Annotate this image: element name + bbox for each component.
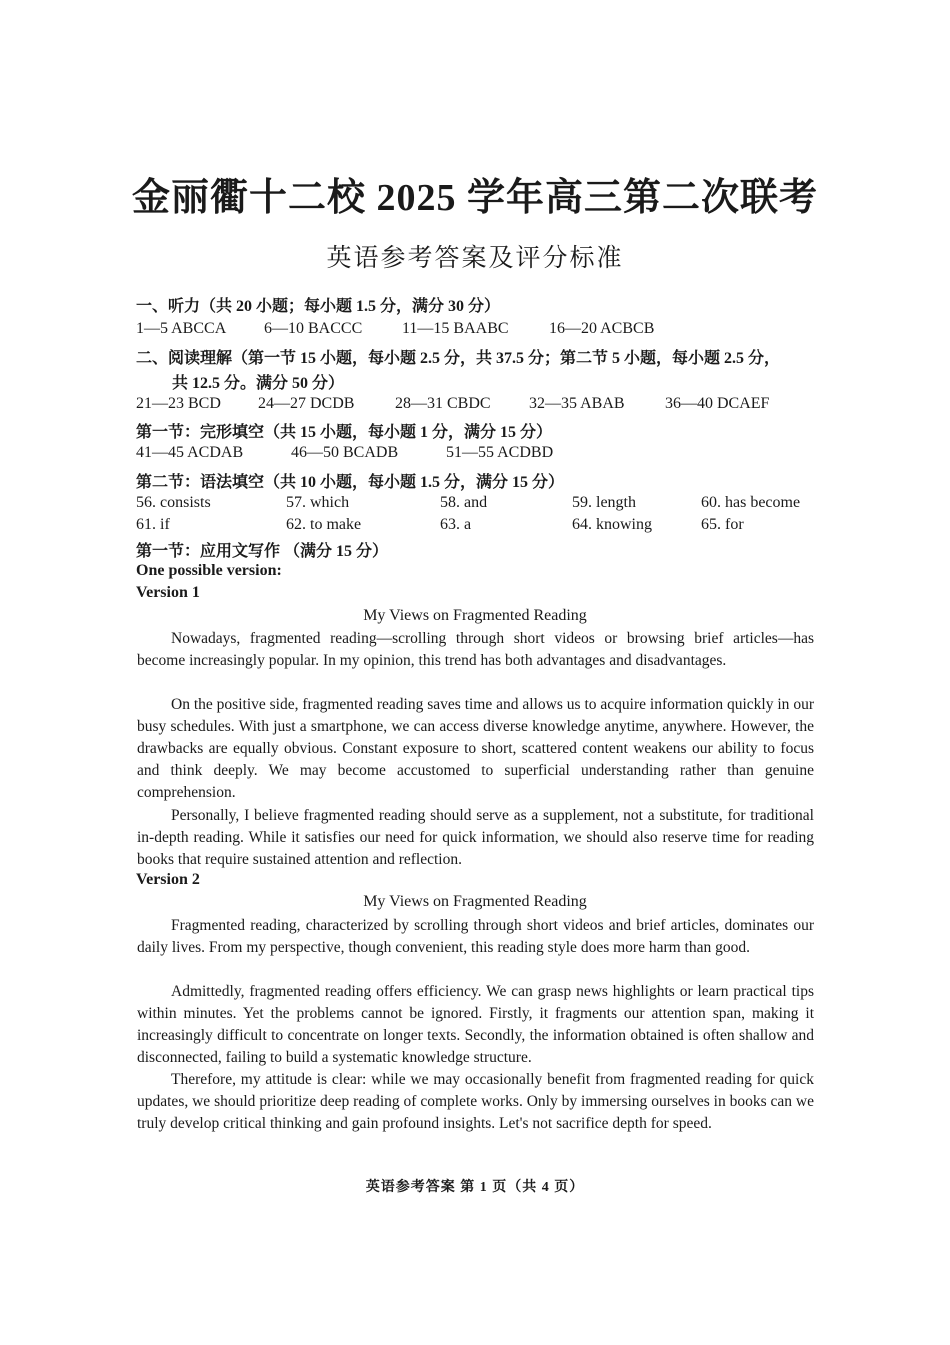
answer-group: 11—15 BAABC	[402, 320, 509, 337]
listening-heading: 一、听力（共 20 小题；每小题 1.5 分，满分 30 分）	[136, 298, 501, 315]
version-2-label: Version 2	[136, 871, 200, 888]
answer-group: 36—40 DCAEF	[665, 395, 770, 412]
answer-group: 16—20 ACBCB	[549, 320, 655, 337]
answer-group: 32—35 ABAB	[529, 395, 625, 412]
possible-version-label: One possible version:	[136, 562, 282, 579]
answer-group: 46—50 BCADB	[291, 444, 399, 461]
page-footer: 英语参考答案 第 1 页（共 4 页）	[365, 1180, 585, 1195]
version-1-paragraph-2: On the positive side, fragmented reading saves time and allows us to acquire information quickly in our busy schedules. With just a smartphone, we can access diverse knowledge anytime, anywhere. However, the drawbacks are equally obvious. Constant exposure to short, scattered content weakens our ability to focus and think deeply. We may become accustomed to superficial understanding rather than genuine comprehension.	[137, 696, 814, 801]
version-2-paragraph-1: Fragmented reading, characterized by scrolling through short videos and brief articles, dominates our daily lives. From my perspective, though convenient, this reading style does more harm than good.	[137, 917, 814, 956]
grammar-answer: 65. for	[701, 516, 744, 533]
grammar-answer: 57. which	[286, 494, 350, 511]
grammar-heading: 第二节：语法填空（共 10 小题，每小题 1.5 分，满分 15 分）	[136, 474, 565, 491]
answer-group: 51—55 ACDBD	[446, 444, 554, 461]
version-2-title: My Views on Fragmented Reading	[363, 893, 587, 910]
answer-key-subtitle: 英语参考答案及评分标准	[326, 245, 624, 272]
version-1-title: My Views on Fragmented Reading	[363, 607, 587, 624]
answer-group: 6—10 BACCC	[264, 320, 363, 337]
cloze-heading: 第一节：完形填空（共 15 小题，每小题 1 分，满分 15 分）	[136, 424, 553, 441]
grammar-answer: 58. and	[440, 494, 488, 511]
answer-group: 1—5 ABCCA	[136, 320, 227, 337]
answer-group: 24—27 DCDB	[258, 395, 355, 412]
answer-group: 28—31 CBDC	[395, 395, 491, 412]
version-2-paragraph-2: Admittedly, fragmented reading offers efficiency. We can grasp news highlights or learn practical tips within minutes. Yet the problems cannot be ignored. Firstly, it fragments our attention span, making it increasingly difficult to concentrate on longer texts. Secondly, the information obtained is often shallow and disconnected, failing to build a systematic knowledge structure.	[137, 983, 814, 1066]
version-2-paragraph-3: Therefore, my attitude is clear: while we may occasionally benefit from fragmented reading for quick updates, we should prioritize deep reading of complete works. Only by immersing ourselves in books can we truly develop critical thinking and gain profound insights. Let's not sacrifice depth for speed.	[137, 1071, 814, 1132]
grammar-answer: 62. to make	[286, 516, 362, 533]
version-1-paragraph-3: Personally, I believe fragmented reading should serve as a supplement, not a substitute, for traditional in-depth reading. While it satisfies our need for quick information, we should also reserve time for reading books that require sustained attention and reflection.	[137, 807, 814, 868]
grammar-answer: 59. length	[572, 494, 636, 511]
grammar-answer: 60. has become	[701, 494, 801, 511]
version-1-label: Version 1	[136, 584, 200, 601]
grammar-answer: 64. knowing	[572, 516, 652, 533]
version-1-paragraph-1: Nowadays, fragmented reading—scrolling through short videos or browsing brief articles—has become increasingly popular. In my opinion, this trend has both advantages and disadvantages.	[137, 630, 814, 669]
writing-heading: 第一节：应用文写作 （满分 15 分）	[136, 543, 389, 560]
exam-title: 金丽衢十二校 2025 学年高三第二次联考	[131, 177, 818, 219]
grammar-answer: 56. consists	[136, 494, 211, 511]
reading-heading-cont: 共 12.5 分。满分 50 分）	[172, 375, 345, 392]
answer-group: 21—23 BCD	[136, 395, 221, 412]
answer-group: 41—45 ACDAB	[136, 444, 244, 461]
reading-heading: 二、阅读理解（第一节 15 小题，每小题 2.5 分，共 37.5 分；第二节 5 小题，每小题 2.5 分，	[136, 350, 781, 367]
grammar-answer: 63. a	[440, 516, 472, 533]
grammar-answer: 61. if	[136, 516, 170, 533]
